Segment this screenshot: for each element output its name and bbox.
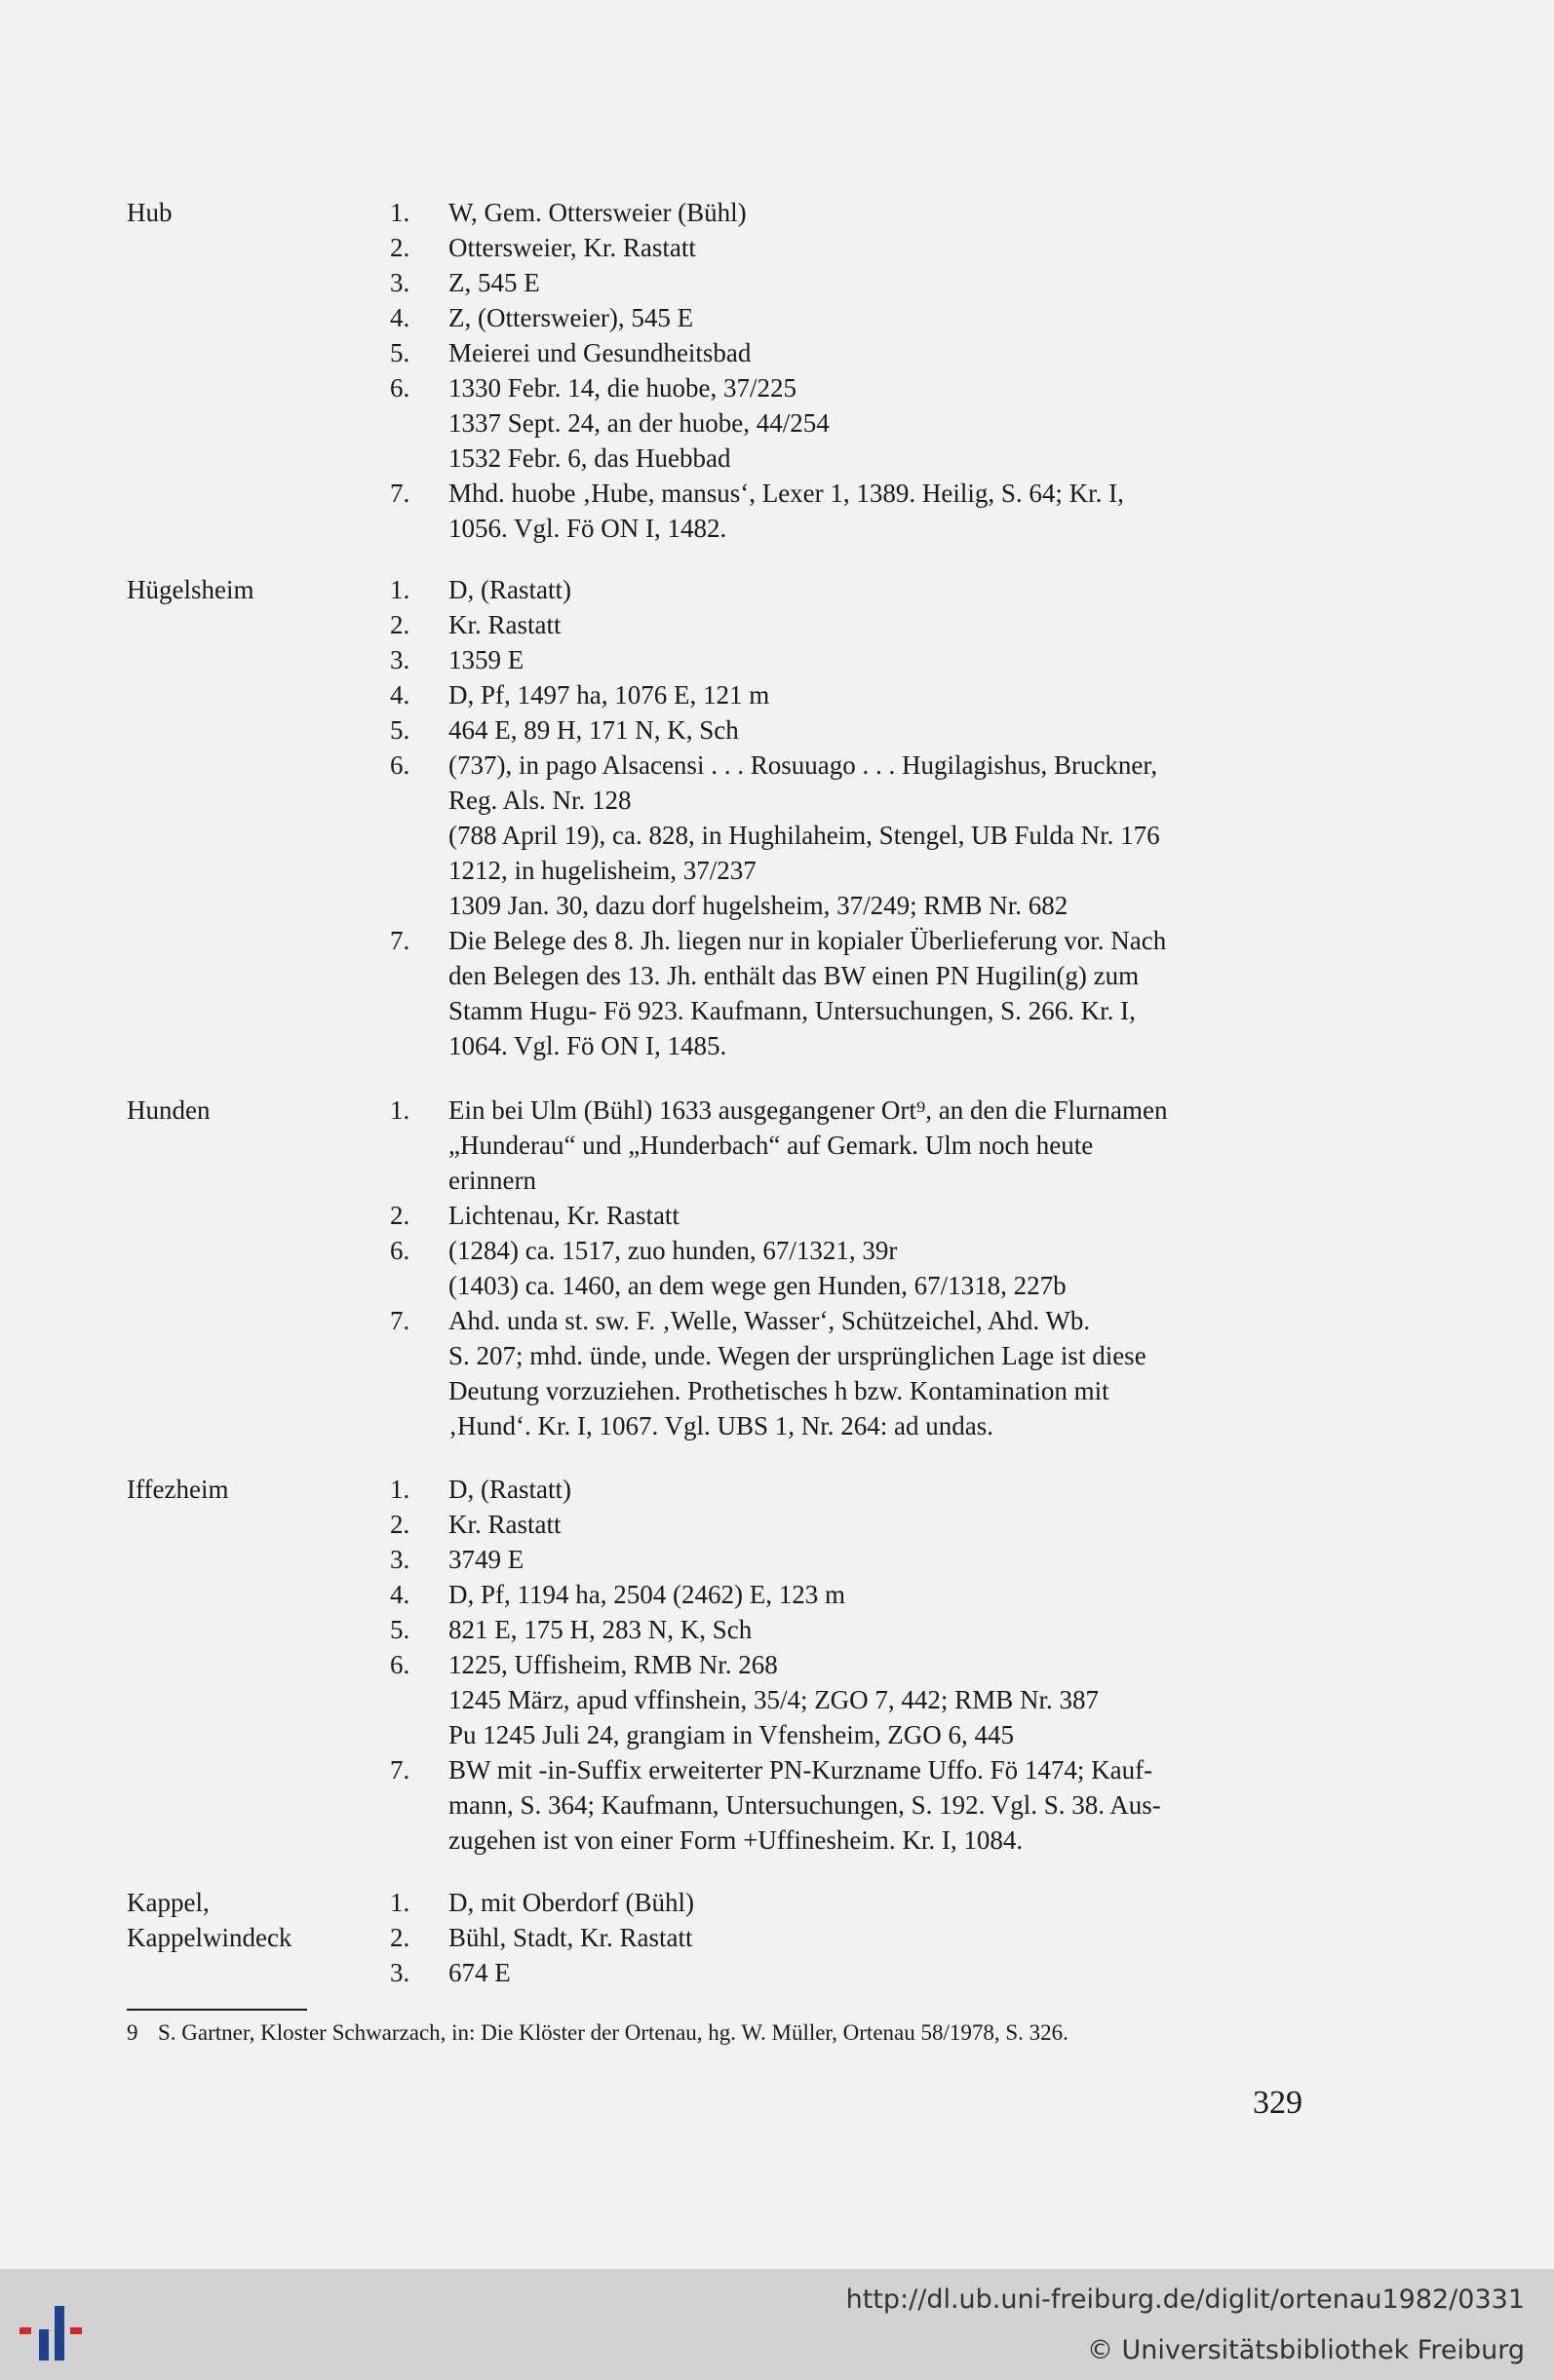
footnote <box>127 2017 1326 2049</box>
entry-item-line: (737), in pago Alsacensi . . . Rosuuago . . . Hugilagishus, Bruckner, <box>448 750 1158 780</box>
entry-item-line: Lichtenau, Kr. Rastatt <box>448 1201 680 1230</box>
entry-item-line: 674 E <box>448 1958 511 1987</box>
entry-item-line: erinnern <box>448 1166 536 1195</box>
entry-item <box>390 1472 1316 1507</box>
entry-item-number: 5. <box>390 1615 410 1644</box>
entry-item <box>390 1752 1316 1858</box>
entry-item-line: S. 207; mhd. ünde, unde. Wegen der ursprünglichen Lage ist diese <box>448 1341 1146 1370</box>
footnote-text: S. Gartner, Kloster Schwarzach, in: Die Klöster der Ortenau, hg. W. Müller, Ortenau 58/1978, S. 326. <box>158 2020 1068 2045</box>
entry-term <box>127 195 380 230</box>
entry-term <box>127 1472 380 1507</box>
entry-item-line: 1056. Vgl. Fö ON I, 1482. <box>448 514 727 543</box>
entry-item-line: Ahd. unda st. sw. F. ‚Welle, Wasser‘, Schützeichel, Ahd. Wb. <box>448 1306 1091 1335</box>
entry-item-number: 6. <box>390 750 410 780</box>
entry-item-line: D, (Rastatt) <box>448 575 571 604</box>
entry-item-line: BW mit -in-Suffix erweiterter PN-Kurzname Uffo. Fö 1474; Kauf- <box>448 1755 1153 1785</box>
entry-item-line: 1337 Sept. 24, an der huobe, 44/254 <box>448 408 830 438</box>
entry-item <box>390 748 1316 923</box>
entry-item <box>390 677 1316 712</box>
entry-item-line: Bühl, Stadt, Kr. Rastatt <box>448 1923 693 1952</box>
entry-term-line: Hunden <box>127 1095 211 1125</box>
entry-item <box>390 1885 1316 1920</box>
entry-item-line: Kr. Rastatt <box>448 610 562 639</box>
entry-item-line: ‚Hund‘. Kr. I, 1067. Vgl. UBS 1, Nr. 264: ad undas. <box>448 1411 993 1440</box>
bottom-bar <box>0 2269 1554 2380</box>
entry-item-number: 2. <box>390 1923 410 1952</box>
entry-item-line: Pu 1245 Juli 24, grangiam in Vfensheim, ZGO 6, 445 <box>448 1720 1014 1749</box>
entry-item-line: 1359 E <box>448 645 524 674</box>
entry-item <box>390 1612 1316 1647</box>
entry-item <box>390 1647 1316 1752</box>
entry-item-line: 1330 Febr. 14, die huobe, 37/225 <box>448 373 796 403</box>
entry-item-number: 2. <box>390 1201 410 1230</box>
entry-term <box>127 1885 380 1955</box>
entry-item-line: 821 E, 175 H, 283 N, K, Sch <box>448 1615 753 1644</box>
entry-term-line: Kappelwindeck <box>127 1923 292 1952</box>
entry-item <box>390 1577 1316 1612</box>
entry-item <box>390 1920 1316 1955</box>
entry-item-line: Z, 545 E <box>448 268 540 297</box>
entry-item-line: D, (Rastatt) <box>448 1475 571 1504</box>
entry-items <box>390 1885 1316 1990</box>
entry-item-line: mann, S. 364; Kaufmann, Untersuchungen, S. 192. Vgl. S. 38. Aus- <box>448 1790 1161 1820</box>
entry-item-number: 6. <box>390 1236 410 1265</box>
entry-item-line: 1532 Febr. 6, das Huebbad <box>448 443 731 473</box>
entry-term <box>127 1093 380 1128</box>
entry-item-line: (1284) ca. 1517, zuo hunden, 67/1321, 39r <box>448 1236 898 1265</box>
entry-term <box>127 572 380 607</box>
entry-term-line: Kappel, <box>127 1888 210 1917</box>
entry-item-number: 6. <box>390 1650 410 1679</box>
entry-item-number: 1. <box>390 1888 410 1917</box>
entry-item-line: Meierei und Gesundheitsbad <box>448 338 752 367</box>
entry-item-line: „Hunderau“ und „Hunderbach“ auf Gemark. Ulm noch heute <box>448 1131 1094 1160</box>
entry-items <box>390 195 1316 546</box>
entry-item-number: 5. <box>390 715 410 745</box>
entry-item-line: Ein bei Ulm (Bühl) 1633 ausgegangener Ort⁹, an den die Flurnamen <box>448 1095 1168 1125</box>
entry-item-line: D, Pf, 1194 ha, 2504 (2462) E, 123 m <box>448 1580 845 1609</box>
entry-item <box>390 1198 1316 1233</box>
entry-item-line: (788 April 19), ca. 828, in Hughilaheim, Stengel, UB Fulda Nr. 176 <box>448 821 1160 850</box>
entry-item <box>390 923 1316 1063</box>
entry-item-number: 2. <box>390 1510 410 1539</box>
entry-item-number: 4. <box>390 1580 410 1609</box>
entry-item-line: Die Belege des 8. Jh. liegen nur in kopialer Überlieferung vor. Nach <box>448 926 1167 955</box>
entry-item-number: 7. <box>390 1306 410 1335</box>
entry-item-line: Stamm Hugu- Fö 923. Kaufmann, Untersuchungen, S. 266. Kr. I, <box>448 996 1136 1025</box>
entry-item-line: Kr. Rastatt <box>448 1510 562 1539</box>
entry-items <box>390 1472 1316 1858</box>
copyright-text: © Universitätsbibliothek Freiburg <box>1086 2335 1525 2365</box>
entry-item-number: 1. <box>390 575 410 604</box>
entry-item-number: 3. <box>390 1958 410 1987</box>
entry-item-number: 1. <box>390 198 410 227</box>
entry-item-number: 2. <box>390 610 410 639</box>
entry-item-line: Reg. Als. Nr. 128 <box>448 786 632 815</box>
entry-term-line: Hub <box>127 198 173 227</box>
entry-item <box>390 1093 1316 1198</box>
entry-item <box>390 572 1316 607</box>
entry-items <box>390 572 1316 1063</box>
footnote-rule <box>127 2009 307 2011</box>
entry-item-line: W, Gem. Ottersweier (Bühl) <box>448 198 747 227</box>
entry-item-number: 3. <box>390 268 410 297</box>
entry-item <box>390 1955 1316 1990</box>
entry-item-line: 3749 E <box>448 1545 524 1574</box>
entry-item <box>390 300 1316 335</box>
entry-item-number: 1. <box>390 1095 410 1125</box>
entry-item-number: 2. <box>390 233 410 262</box>
entry-item <box>390 195 1316 230</box>
entry-item-line: 1064. Vgl. Fö ON I, 1485. <box>448 1031 727 1060</box>
entry-item-number: 3. <box>390 645 410 674</box>
entry-item-number: 4. <box>390 680 410 710</box>
entry-item-number: 7. <box>390 926 410 955</box>
entry-item-number: 6. <box>390 373 410 403</box>
entry-item-line: Deutung vorzuziehen. Prothetisches h bzw. Kontamination mit <box>448 1376 1109 1405</box>
entry-item-number: 5. <box>390 338 410 367</box>
entry-item <box>390 1507 1316 1542</box>
entry-item-line: den Belegen des 13. Jh. enthält das BW einen PN Hugilin(g) zum <box>448 961 1140 990</box>
page-number: 329 <box>1253 2085 1302 2121</box>
ub-freiburg-logo-icon <box>19 2302 107 2361</box>
entry-item-line: zugehen ist von einer Form +Uffinesheim. Kr. I, 1084. <box>448 1825 1024 1855</box>
entry-item-line: 1225, Uffisheim, RMB Nr. 268 <box>448 1650 778 1679</box>
entry-item-number: 3. <box>390 1545 410 1574</box>
entry-item <box>390 642 1316 677</box>
entry-item-line: Z, (Ottersweier), 545 E <box>448 303 694 332</box>
entry-item-number: 7. <box>390 479 410 508</box>
source-url-link[interactable]: http://dl.ub.uni-freiburg.de/diglit/ortenau1982/0331 <box>845 2284 1525 2315</box>
entry-item-line: D, mit Oberdorf (Bühl) <box>448 1888 694 1917</box>
entry-term-line: Iffezheim <box>127 1475 229 1504</box>
entry-item-line: 464 E, 89 H, 171 N, K, Sch <box>448 715 739 745</box>
entry-item <box>390 712 1316 748</box>
entry-item-number: 4. <box>390 303 410 332</box>
entry-item <box>390 335 1316 370</box>
entry-item-line: 1309 Jan. 30, dazu dorf hugelsheim, 37/249; RMB Nr. 682 <box>448 891 1068 920</box>
entry-item <box>390 607 1316 642</box>
footnote-number: 9 <box>127 2020 138 2045</box>
entry-item-line: D, Pf, 1497 ha, 1076 E, 121 m <box>448 680 770 710</box>
entry-item <box>390 230 1316 265</box>
entry-item <box>390 1542 1316 1577</box>
entry-item-line: 1245 März, apud vffinshein, 35/4; ZGO 7, 442; RMB Nr. 387 <box>448 1685 1099 1714</box>
entry-items <box>390 1093 1316 1443</box>
entry-item <box>390 370 1316 476</box>
entry-item-line: Mhd. huobe ‚Hube, mansus‘, Lexer 1, 1389. Heilig, S. 64; Kr. I, <box>448 479 1124 508</box>
entry-item <box>390 1233 1316 1303</box>
entry-term-line: Hügelsheim <box>127 575 254 604</box>
entry-item-line: (1403) ca. 1460, an dem wege gen Hunden, 67/1318, 227b <box>448 1271 1067 1300</box>
entry-item-number: 7. <box>390 1755 410 1785</box>
entry-item-line: 1212, in hugelisheim, 37/237 <box>448 856 757 885</box>
entry-item-line: Ottersweier, Kr. Rastatt <box>448 233 696 262</box>
entry-item <box>390 476 1316 546</box>
entry-item <box>390 1303 1316 1443</box>
entry-item <box>390 265 1316 300</box>
entry-item-number: 1. <box>390 1475 410 1504</box>
